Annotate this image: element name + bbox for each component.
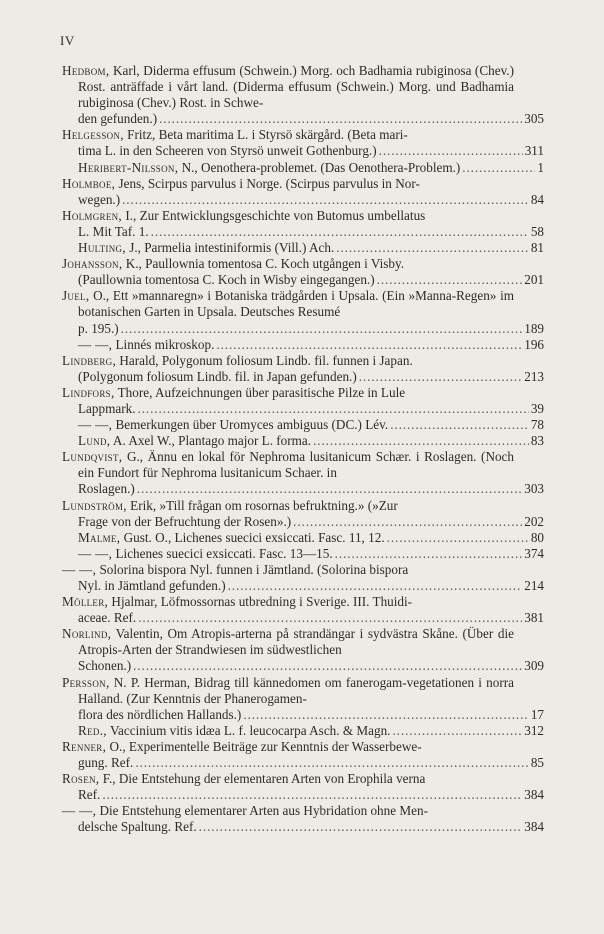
- entry-text-end: L. Mit Taf. 1.: [78, 223, 149, 239]
- entry-text-end: flora des nördlichen Hallands.): [78, 706, 242, 722]
- entry-text-end: den gefunden.): [78, 111, 158, 127]
- index-entry: [62, 385, 544, 417]
- entry-text-end: (Paullownia tomentosa C. Koch in Wisby eingegangen.): [78, 272, 375, 288]
- dot-leader: [392, 723, 522, 739]
- entry-page-number: 17: [530, 706, 544, 722]
- entry-text: O., Experimentelle Beiträge zur Kenntnis der Wasserbewe-: [109, 738, 422, 754]
- entry-text: Erik, »Till frågan om rosornas befruktning.» (»Zur: [130, 497, 398, 513]
- entry-last-line: [78, 481, 544, 497]
- entry-page-number: 303: [524, 481, 544, 497]
- entry-page-number: 202: [524, 513, 544, 529]
- entry-page-number: 196: [524, 336, 544, 352]
- dot-leader: [462, 160, 535, 176]
- entry-author: Möller,: [62, 594, 109, 610]
- dot-leader: [293, 514, 522, 530]
- entry-text-end: Ref.: [78, 787, 101, 803]
- dot-leader: [379, 143, 523, 159]
- entry-page-number: 201: [524, 272, 544, 288]
- entry-author: Lundström,: [62, 497, 127, 513]
- dot-leader: [243, 707, 528, 723]
- index-entry: [62, 160, 544, 176]
- entry-author: Malme,: [78, 529, 121, 545]
- index-entry: [62, 594, 544, 626]
- index-entry: [62, 288, 544, 336]
- entry-author: Holmboe,: [62, 175, 116, 191]
- entry-page-number: 58: [530, 223, 544, 239]
- index-entry: [62, 723, 544, 739]
- entry-author: — —,: [78, 545, 113, 561]
- entry-author: Renner,: [62, 738, 107, 754]
- entry-text-end: gung. Ref.: [78, 755, 134, 771]
- entry-page-number: 80: [530, 529, 544, 545]
- entry-single-line: [78, 433, 544, 449]
- index-entry: [62, 675, 544, 723]
- entry-text-end: Hulting, J., Parmelia intestiniformis (Vill.) Ach.: [78, 240, 335, 256]
- dot-leader: [102, 787, 522, 803]
- entry-text-end: Schonen.): [78, 658, 132, 674]
- entry-author: Helgesson,: [62, 127, 124, 143]
- entry-author: Persson,: [62, 674, 110, 690]
- dot-leader: [137, 481, 522, 497]
- entry-single-line: [78, 530, 544, 546]
- entry-author: Lindfors,: [62, 384, 115, 400]
- entry-text: O., Ett »mannaregn» i Botaniska trädgården i Upsala. (Ein »Manna-Regen» im botanischen Garten in Upsala. Deutsches Resumé: [78, 288, 514, 320]
- entry-page-number: 83: [530, 433, 544, 449]
- entry-last-line: [78, 707, 544, 723]
- dot-leader: [390, 417, 529, 433]
- entry-page-number: 384: [524, 819, 544, 835]
- entry-text: Harald, Polygonum foliosum Lindb. fil. funnen i Japan.: [119, 352, 413, 368]
- dot-leader: [138, 401, 529, 417]
- entry-author: Juel,: [62, 288, 90, 304]
- entry-single-line: [78, 546, 544, 562]
- entry-text-end: — —, Bemerkungen über Uromyces ambiguus (DC.) Lév.: [78, 417, 389, 433]
- entry-page-number: 374: [524, 545, 544, 561]
- index-entry: [62, 546, 544, 562]
- entry-text-end: aceae. Ref.: [78, 610, 137, 626]
- entry-author: Heribert-Nilsson,: [78, 159, 179, 175]
- index-entry: [62, 63, 544, 127]
- entry-page-number: 214: [524, 578, 544, 593]
- entry-text: Fritz, Beta maritima L. i Styrsö skärgård. (Beta mari-: [127, 127, 408, 143]
- entry-page-number: 312: [524, 722, 544, 738]
- dot-leader: [138, 610, 522, 626]
- entry-last-line: [78, 272, 544, 288]
- entry-last-line: [78, 755, 544, 771]
- entry-text: Die Entstehung elementarer Arten aus Hybridation ohne Men-: [99, 803, 428, 819]
- entry-author: — —,: [62, 803, 97, 819]
- entry-page-number: 309: [524, 658, 544, 674]
- entry-last-line: [78, 401, 544, 417]
- entry-last-line: [78, 143, 544, 159]
- entry-text: Thore, Aufzeichnungen über parasitische Pilze in Lule: [117, 384, 406, 400]
- index-entry: [62, 208, 544, 240]
- index-entry: [62, 417, 544, 433]
- entry-author: Norlind,: [62, 626, 112, 642]
- dot-leader: [359, 369, 522, 385]
- dot-leader: [387, 530, 529, 546]
- author-index-list: [62, 63, 544, 836]
- entry-text: K., Paullownia tomentosa C. Koch utgången i Visby.: [125, 256, 405, 272]
- index-entry: [62, 562, 544, 594]
- entry-text-end: (Polygonum foliosum Lindb. fil. in Japan gefunden.): [78, 368, 357, 384]
- entry-page-number: 305: [524, 111, 544, 127]
- entry-page-number: 381: [524, 610, 544, 626]
- dot-leader: [313, 433, 529, 449]
- dot-leader: [228, 578, 523, 594]
- entry-text: Jens, Scirpus parvulus i Norge. (Scirpus parvulus in Nor-: [118, 175, 420, 191]
- entry-author: — —,: [78, 336, 113, 352]
- dot-leader: [216, 337, 522, 353]
- entry-text-end: Heribert-Nilsson, N., Oenothera-problemet. (Das Oenothera-Problem.): [78, 159, 461, 175]
- entry-text-end: Lund, A. Axel W., Plantago major L. forma.: [78, 433, 312, 449]
- entry-text-end: Red., Vaccinium vitis idæa L. f. leucocarpa Asch. & Magn.: [78, 722, 391, 738]
- entry-text: I., Zur Entwicklungsgeschichte von Butomus umbellatus: [125, 207, 426, 223]
- page-number: IV: [60, 33, 75, 48]
- entry-text-end: tima L. in den Scheeren von Styrsö unweit Gothenburg.): [78, 143, 377, 159]
- dot-leader: [336, 240, 529, 256]
- index-entry: [62, 739, 544, 771]
- entry-author: Johansson,: [62, 256, 123, 272]
- entry-text-end: Frage von der Befruchtung der Rosen».): [78, 513, 292, 529]
- entry-text: G., Ännu en lokal för Nephroma lusitanicum Schær. i Roslagen. (Noch ein Fundort für Nephroma lusitanicum Schaer. in: [78, 449, 515, 481]
- index-entry: [62, 240, 544, 256]
- entry-page-number: 311: [524, 143, 544, 159]
- entry-text: Hjalmar, Löfmossornas utbredning i Sverige. III. Thuidi-: [111, 594, 413, 610]
- entry-text-end: — —, Linnés mikroskop.: [78, 336, 215, 352]
- entry-text-end: delsche Spaltung. Ref.: [78, 819, 197, 835]
- index-entry: [62, 337, 544, 353]
- entry-text: F., Die Entstehung der elementaren Arten von Erophila verna: [102, 771, 426, 787]
- entry-author: — —,: [78, 417, 113, 433]
- dot-leader: [377, 272, 523, 288]
- entry-page-number: 213: [524, 368, 544, 384]
- entry-last-line: [78, 819, 544, 835]
- entry-page-number: 384: [524, 787, 544, 803]
- entry-page-number: 189: [524, 320, 544, 336]
- entry-page-number: 1: [537, 159, 544, 175]
- entry-single-line: [78, 337, 544, 353]
- index-entry: [62, 176, 544, 208]
- index-entry: [62, 771, 544, 803]
- index-entry: [62, 433, 544, 449]
- dot-leader: [159, 111, 522, 127]
- index-entry: [62, 256, 544, 288]
- dot-leader: [133, 658, 522, 674]
- entry-last-line: [78, 369, 544, 385]
- index-entry: [62, 127, 544, 159]
- entry-last-line: [78, 787, 544, 803]
- entry-page-number: 78: [530, 417, 544, 433]
- entry-author: Lundqvist,: [62, 449, 123, 465]
- entry-text-end: — —, Lichenes suecici exsiccati. Fasc. 13—15.: [78, 545, 333, 561]
- entry-author: Rosen,: [62, 771, 100, 787]
- entry-single-line: [78, 160, 544, 176]
- entry-text-end: Roslagen.): [78, 481, 135, 497]
- entry-text: Solorina bispora Nyl. funnen i Jämtland. (Solorina bispora: [99, 561, 409, 577]
- dot-leader: [151, 224, 529, 240]
- entry-last-line: [78, 514, 544, 530]
- index-entry: [62, 353, 544, 385]
- dot-leader: [121, 321, 523, 337]
- entry-text-end: wegen.): [78, 191, 121, 207]
- dot-leader: [199, 819, 523, 835]
- index-entry: [62, 803, 544, 835]
- entry-single-line: [78, 240, 544, 256]
- entry-last-line: [78, 111, 544, 127]
- entry-author: Hedbom,: [62, 63, 110, 78]
- entry-author: Lindberg,: [62, 352, 117, 368]
- index-entry: [62, 626, 544, 674]
- entry-text: Valentin, Om Atropis-arterna på strandängar i sydvästra Skåne. (Über die Atropis-Arten der Strandwiesen im südwestlichen: [78, 626, 514, 658]
- dot-leader: [335, 546, 523, 562]
- entry-author: Red.,: [78, 722, 107, 738]
- entry-last-line: [78, 224, 544, 240]
- entry-last-line: [78, 658, 544, 674]
- entry-last-line: [78, 578, 544, 594]
- index-entry: [62, 449, 544, 497]
- entry-text: Karl, Diderma effusum (Schwein.) Morg. och Badhamia rubiginosa (Chev.) Rost. anträffade i vårt land. (Diderma effusum (Schwein.) Morg. und Badhamia rubiginosa (Chev.) Rost. in Schwe-: [78, 63, 514, 111]
- entry-text-end: Nyl. in Jämtland gefunden.): [78, 578, 226, 593]
- dot-leader: [122, 192, 529, 208]
- entry-last-line: [78, 610, 544, 626]
- entry-text: N. P. Herman, Bidrag till kännedomen om fanerogam-vegetationen i norra Halland. (Zur Kenntnis der Phanerogamen-: [78, 674, 514, 706]
- entry-single-line: [78, 723, 544, 739]
- index-entry: [62, 530, 544, 546]
- entry-page-number: 39: [530, 400, 544, 416]
- entry-author: Holmgren,: [62, 207, 123, 223]
- entry-author: Hulting,: [78, 240, 126, 256]
- entry-text-end: Lappmark.: [78, 400, 136, 416]
- dot-leader: [135, 755, 529, 771]
- entry-last-line: [78, 321, 544, 337]
- entry-text-end: Malme, Gust. O., Lichenes suecici exsiccati. Fasc. 11, 12.: [78, 529, 385, 545]
- entry-page-number: 85: [530, 755, 544, 771]
- index-entry: [62, 498, 544, 530]
- entry-author: Lund,: [78, 433, 111, 449]
- entry-last-line: [78, 192, 544, 208]
- entry-text-end: p. 195.): [78, 320, 119, 336]
- entry-page-number: 84: [530, 191, 544, 207]
- entry-single-line: [78, 417, 544, 433]
- entry-author: — —,: [62, 561, 97, 577]
- entry-page-number: 81: [530, 240, 544, 256]
